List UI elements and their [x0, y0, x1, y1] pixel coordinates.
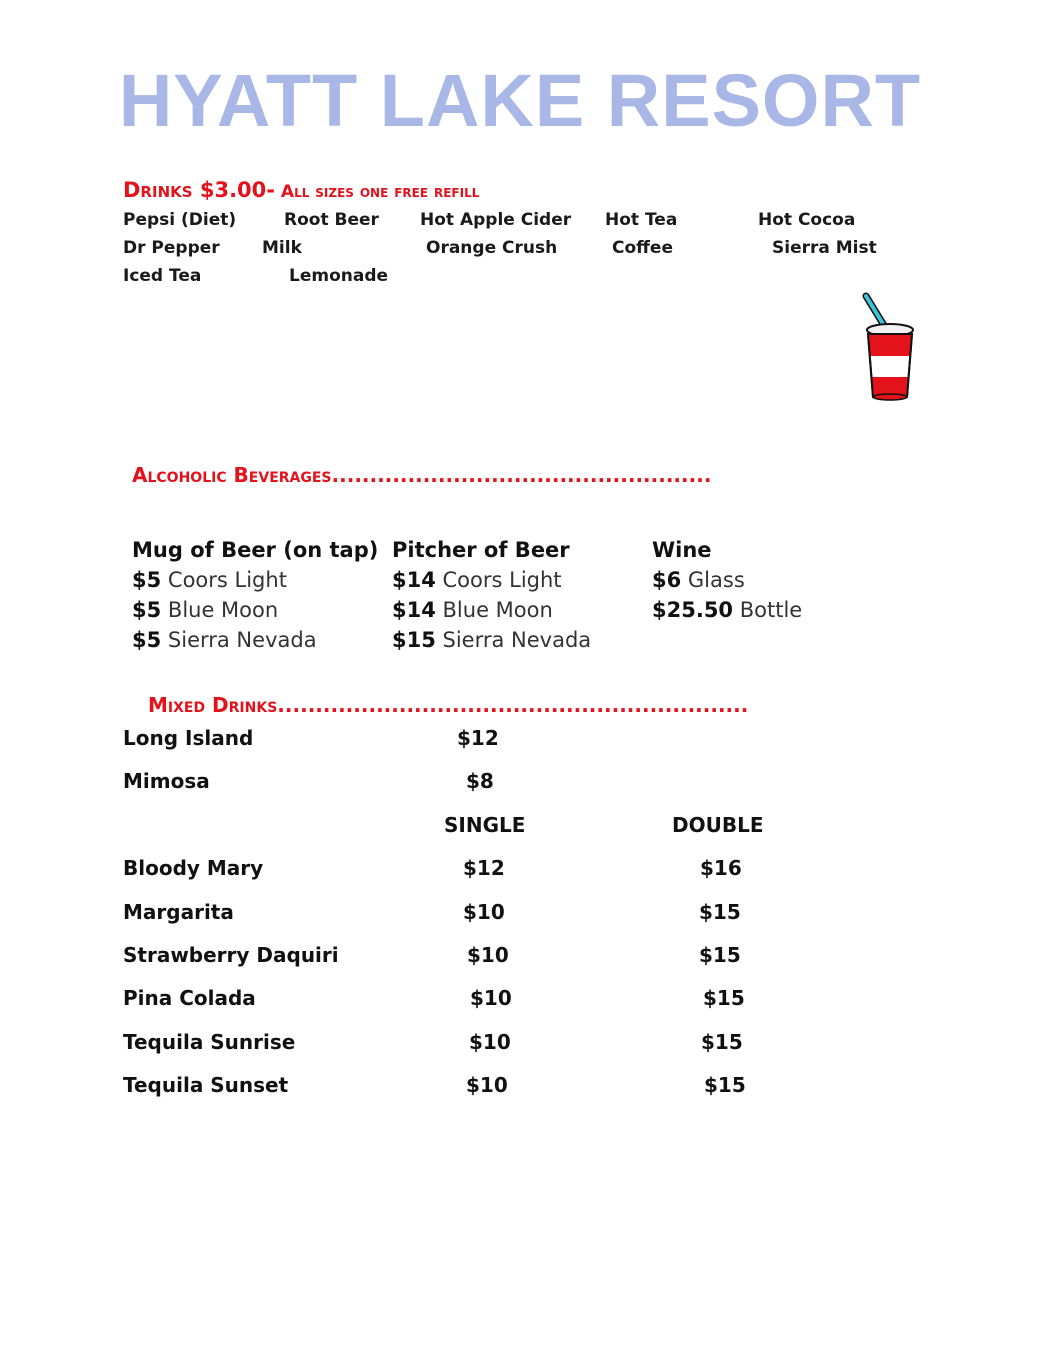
drink-item: Orange Crush: [426, 238, 558, 258]
single-price: $10: [463, 900, 505, 924]
item-name: Bottle: [733, 598, 803, 622]
mixed-item-name: Margarita: [123, 900, 234, 924]
mixed-item-price: $12: [457, 726, 499, 750]
item-price: $6: [652, 568, 682, 592]
item-name: Sierra Nevada: [161, 628, 317, 652]
menu-item: [132, 628, 317, 652]
item-name: Blue Moon: [435, 598, 553, 622]
drinks-heading-label: Drinks $3.00-: [123, 178, 275, 202]
menu-item: [652, 568, 745, 592]
item-name: Coors Light: [161, 568, 287, 592]
double-column-header: DOUBLE: [672, 813, 764, 837]
menu-item: [392, 628, 591, 652]
item-name: Blue Moon: [161, 598, 279, 622]
single-price: $10: [470, 986, 512, 1010]
menu-item: [392, 598, 553, 622]
mixed-heading-label: Mixed Drinks: [148, 693, 278, 717]
alcohol-heading-dots: ..................................................: [331, 463, 712, 487]
drink-item: Hot Tea: [605, 210, 678, 230]
item-name: Sierra Nevada: [435, 628, 592, 652]
menu-item: [392, 568, 562, 592]
single-price: $10: [469, 1030, 511, 1054]
alcohol-heading: [132, 463, 711, 487]
alcohol-heading-label: Alcoholic Beverages: [132, 463, 332, 487]
menu-item: [132, 568, 287, 592]
drink-item: Dr Pepper: [123, 238, 220, 258]
mixed-item-name: Mimosa: [123, 769, 210, 793]
drink-item: Root Beer: [284, 210, 379, 230]
drink-item: Pepsi (Diet): [123, 210, 237, 230]
mixed-item-name: Strawberry Daquiri: [123, 943, 339, 967]
double-price: $15: [699, 943, 741, 967]
double-price: $16: [700, 856, 742, 880]
item-price: $25.50: [652, 598, 734, 622]
mixed-item-name: Pina Colada: [123, 986, 256, 1010]
wine-title: Wine: [652, 538, 712, 562]
soda-cup-icon: [858, 290, 922, 406]
item-price: $14: [392, 598, 436, 622]
drink-item: Sierra Mist: [772, 238, 877, 258]
mixed-item-name: Bloody Mary: [123, 856, 264, 880]
item-price: $5: [132, 568, 162, 592]
single-price: $10: [466, 1073, 508, 1097]
double-price: $15: [701, 1030, 743, 1054]
mixed-item-price: $8: [466, 769, 494, 793]
drinks-heading: [123, 178, 479, 202]
item-price: $15: [392, 628, 436, 652]
mixed-item-name: Long Island: [123, 726, 254, 750]
drink-item: Lemonade: [289, 266, 389, 286]
beer-pitcher-title: Pitcher of Beer: [392, 538, 570, 562]
mixed-heading-dots: ..............................................................: [277, 693, 749, 717]
beer-mug-title: Mug of Beer (on tap): [132, 538, 379, 562]
menu-item: [132, 598, 278, 622]
drink-item: Iced Tea: [123, 266, 202, 286]
drink-item: Coffee: [612, 238, 673, 258]
item-name: Glass: [681, 568, 745, 592]
mixed-item-name: Tequila Sunset: [123, 1073, 289, 1097]
page-title: HYATT LAKE RESORT: [118, 59, 922, 142]
drink-item: Milk: [262, 238, 302, 258]
mixed-item-name: Tequila Sunrise: [123, 1030, 296, 1054]
drinks-subheading: All sizes one free refill: [275, 182, 480, 202]
double-price: $15: [703, 986, 745, 1010]
item-price: $14: [392, 568, 436, 592]
drink-item: Hot Apple Cider: [420, 210, 572, 230]
drink-item: Hot Cocoa: [758, 210, 856, 230]
mixed-heading: [148, 693, 748, 717]
item-price: $5: [132, 628, 162, 652]
double-price: $15: [699, 900, 741, 924]
single-column-header: SINGLE: [444, 813, 526, 837]
item-name: Coors Light: [435, 568, 562, 592]
menu-item: [652, 598, 802, 622]
single-price: $12: [463, 856, 505, 880]
single-price: $10: [467, 943, 509, 967]
item-price: $5: [132, 598, 162, 622]
double-price: $15: [704, 1073, 746, 1097]
